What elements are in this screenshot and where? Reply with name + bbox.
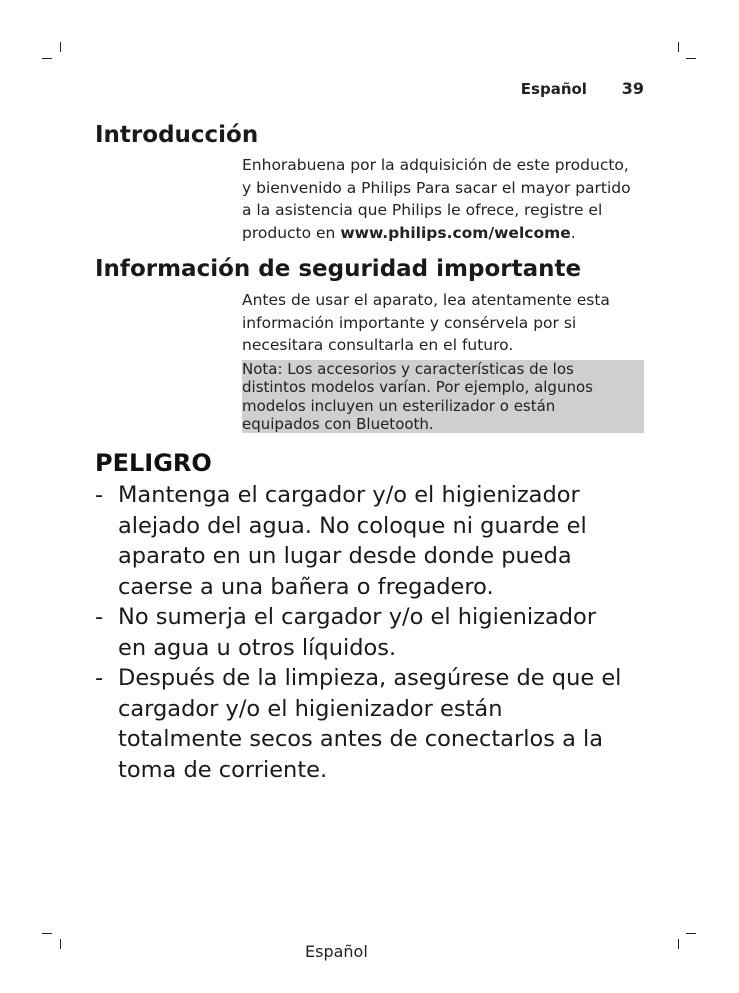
intro-heading: Introducción bbox=[95, 122, 259, 148]
crop-mark bbox=[60, 939, 61, 949]
safety-heading: Información de seguridad importante bbox=[95, 256, 582, 282]
intro-line: Enhorabuena por la adquisición de este producto, bbox=[242, 156, 629, 174]
danger-item bbox=[95, 663, 655, 785]
note-line: equipados con Bluetooth. bbox=[242, 414, 434, 433]
intro-line: y bienvenido a Philips Para sacar el mayor partido bbox=[242, 178, 631, 197]
note-line: distintos modelos varían. Por ejemplo, algunos bbox=[242, 378, 593, 397]
danger-line: No sumerja el cargador y/o el higienizador bbox=[118, 604, 597, 630]
bullet-dash: - bbox=[95, 604, 104, 630]
danger-line: aparato en un lugar desde donde pueda bbox=[118, 543, 572, 569]
running-header bbox=[521, 79, 644, 98]
crop-mark bbox=[42, 933, 52, 934]
intro-line-prefix: producto en bbox=[242, 223, 341, 242]
page-number: 39 bbox=[621, 79, 644, 98]
intro-line: a la asistencia que Philips le ofrece, registre el bbox=[242, 201, 603, 219]
danger-line: Mantenga el cargador y/o el higienizador bbox=[118, 482, 580, 508]
danger-line: cargador y/o el higienizador están bbox=[118, 695, 503, 722]
bullet-dash: - bbox=[95, 482, 104, 508]
welcome-link[interactable]: www.philips.com/welcome bbox=[340, 223, 571, 242]
note-box bbox=[242, 360, 644, 433]
danger-line: totalmente secos antes de conectarlos a la bbox=[118, 726, 604, 752]
crop-mark bbox=[678, 42, 679, 52]
danger-line: toma de corriente. bbox=[118, 756, 328, 783]
header-language: Español bbox=[520, 80, 587, 98]
danger-line: caerse a una bañera o fregadero. bbox=[118, 573, 494, 600]
intro-line-suffix: . bbox=[570, 223, 576, 242]
safety-paragraph bbox=[242, 289, 646, 357]
safety-line: información importante y consérvela por si bbox=[242, 313, 577, 332]
danger-list bbox=[95, 480, 655, 785]
crop-mark bbox=[60, 42, 61, 52]
footer-language: Español bbox=[305, 942, 368, 961]
bullet-dash: - bbox=[95, 665, 104, 691]
danger-item bbox=[95, 480, 655, 602]
safety-line: necesitara consultarla en el futuro. bbox=[242, 336, 514, 354]
crop-mark bbox=[42, 58, 52, 59]
danger-line: Después de la limpieza, asegúrese de que el bbox=[118, 665, 622, 691]
danger-item bbox=[95, 602, 655, 663]
note-line: modelos incluyen un esterilizador o están bbox=[242, 396, 556, 415]
crop-mark bbox=[686, 933, 696, 934]
crop-mark bbox=[686, 58, 696, 59]
danger-line: alejado del agua. No coloque ni guarde el bbox=[118, 512, 587, 539]
crop-mark bbox=[678, 939, 679, 949]
note-line: Nota: Los accesorios y características de los bbox=[242, 360, 574, 378]
intro-paragraph bbox=[242, 154, 646, 244]
intro-line bbox=[242, 222, 646, 245]
danger-line: en agua u otros líquidos. bbox=[118, 634, 397, 661]
danger-heading: PELIGRO bbox=[95, 449, 212, 477]
safety-line: Antes de usar el aparato, lea atentamente esta bbox=[242, 291, 610, 309]
